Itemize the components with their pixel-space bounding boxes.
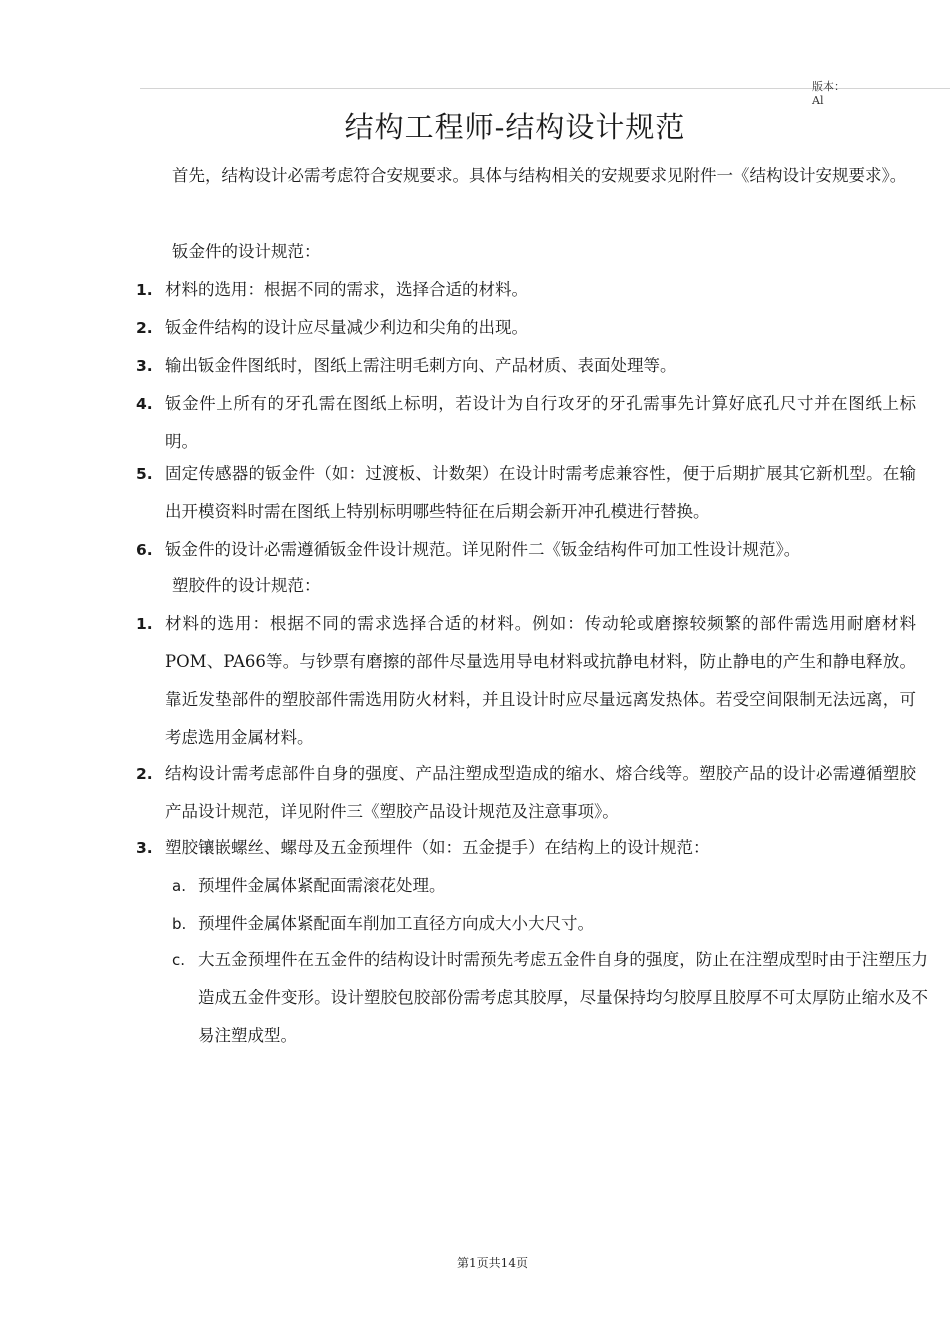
item-number: 2. — [136, 765, 153, 783]
item-text: 材料的选用：根据不同的需求，选择合适的材料。 — [165, 280, 528, 299]
intro-paragraph: 首先，结构设计必需考虑符合安规要求。具体与结构相关的安规要求见附件一《结构设计安规要求》。 — [172, 166, 907, 185]
item-number: 1. — [136, 281, 153, 299]
sub-item-letter: b. — [172, 915, 187, 933]
item-number: 3. — [136, 839, 153, 857]
sheet-metal-item — [136, 271, 916, 309]
item-text: 结构设计需考虑部件自身的强度、产品注塑成型造成的缩水、熔合线等。塑胶产品的设计必需遵循塑胶产品设计规范，详见附件三《塑胶产品设计规范及注意事项》。 — [165, 764, 916, 821]
plastic-heading: 塑胶件的设计规范： — [172, 576, 321, 595]
sheet-metal-item — [136, 347, 916, 385]
plastic-item — [136, 755, 916, 831]
item-number: 1. — [136, 615, 153, 633]
sub-item-letter: a. — [172, 877, 186, 895]
plastic-sub-item — [172, 941, 928, 1055]
sub-item-text: 预埋件金属体紧配面车削加工直径方向成大小大尺寸。 — [198, 914, 594, 933]
item-text: 固定传感器的钣金件（如：过渡板、计数架）在设计时需考虑兼容性，便于后期扩展其它新机型。在输出开模资料时需在图纸上特别标明哪些特征在后期会新开冲孔模进行替换。 — [165, 464, 916, 521]
item-text: 钣金件的设计必需遵循钣金件设计规范。详见附件二《钣金结构件可加工性设计规范》。 — [165, 540, 801, 559]
item-number: 5. — [136, 465, 153, 483]
item-text: 输出钣金件图纸时，图纸上需注明毛刺方向、产品材质、表面处理等。 — [165, 356, 677, 375]
item-text: 钣金件结构的设计应尽量减少利边和尖角的出现。 — [165, 318, 528, 337]
sub-item-text: 大五金预埋件在五金件的结构设计时需预先考虑五金件自身的强度，防止在注塑成型时由于注塑压力造成五金件变形。设计塑胶包胶部份需考虑其胶厚，尽量保持均匀胶厚且胶厚不可太厚防止缩水及不易注塑成型。 — [198, 950, 928, 1045]
item-text: 材料的选用：根据不同的需求选择合适的材料。例如：传动轮或磨擦较频繁的部件需选用耐磨材料POM、PA66等。与钞票有磨擦的部件尽量选用导电材料或抗静电材料，防止静电的产生和静电释放。靠近发垫部件的塑胶部件需选用防火材料，并且设计时应尽量远离发热体。若受空间限制无法远离，可考虑选用金属材料。 — [165, 614, 916, 747]
plastic-sub-item — [172, 867, 928, 905]
item-number: 6. — [136, 541, 153, 559]
item-number: 2. — [136, 319, 153, 337]
version-label: 版本： — [812, 80, 845, 93]
sheet-metal-item — [136, 309, 916, 347]
item-text: 塑胶镶嵌螺丝、螺母及五金预埋件（如：五金提手）在结构上的设计规范： — [165, 838, 710, 857]
item-number: 3. — [136, 357, 153, 375]
sheet-metal-item — [136, 531, 916, 569]
sheet-metal-item — [136, 455, 916, 531]
item-number: 4. — [136, 395, 153, 413]
page-footer: 第1页共14页 — [457, 1256, 528, 1270]
sub-item-letter: c. — [172, 951, 186, 969]
version-value: Al — [812, 94, 824, 107]
version-block — [812, 80, 845, 108]
sheet-metal-item — [136, 385, 916, 461]
sub-item-text: 预埋件金属体紧配面需滚花处理。 — [198, 876, 446, 895]
sheet-metal-heading: 钣金件的设计规范： — [172, 242, 321, 261]
plastic-item — [136, 605, 916, 757]
item-text: 钣金件上所有的牙孔需在图纸上标明，若设计为自行攻牙的牙孔需事先计算好底孔尺寸并在图纸上标明。 — [165, 394, 916, 451]
plastic-item — [136, 829, 916, 867]
plastic-sub-item — [172, 905, 928, 943]
document-title: 结构工程师-结构设计规范 — [344, 110, 686, 144]
